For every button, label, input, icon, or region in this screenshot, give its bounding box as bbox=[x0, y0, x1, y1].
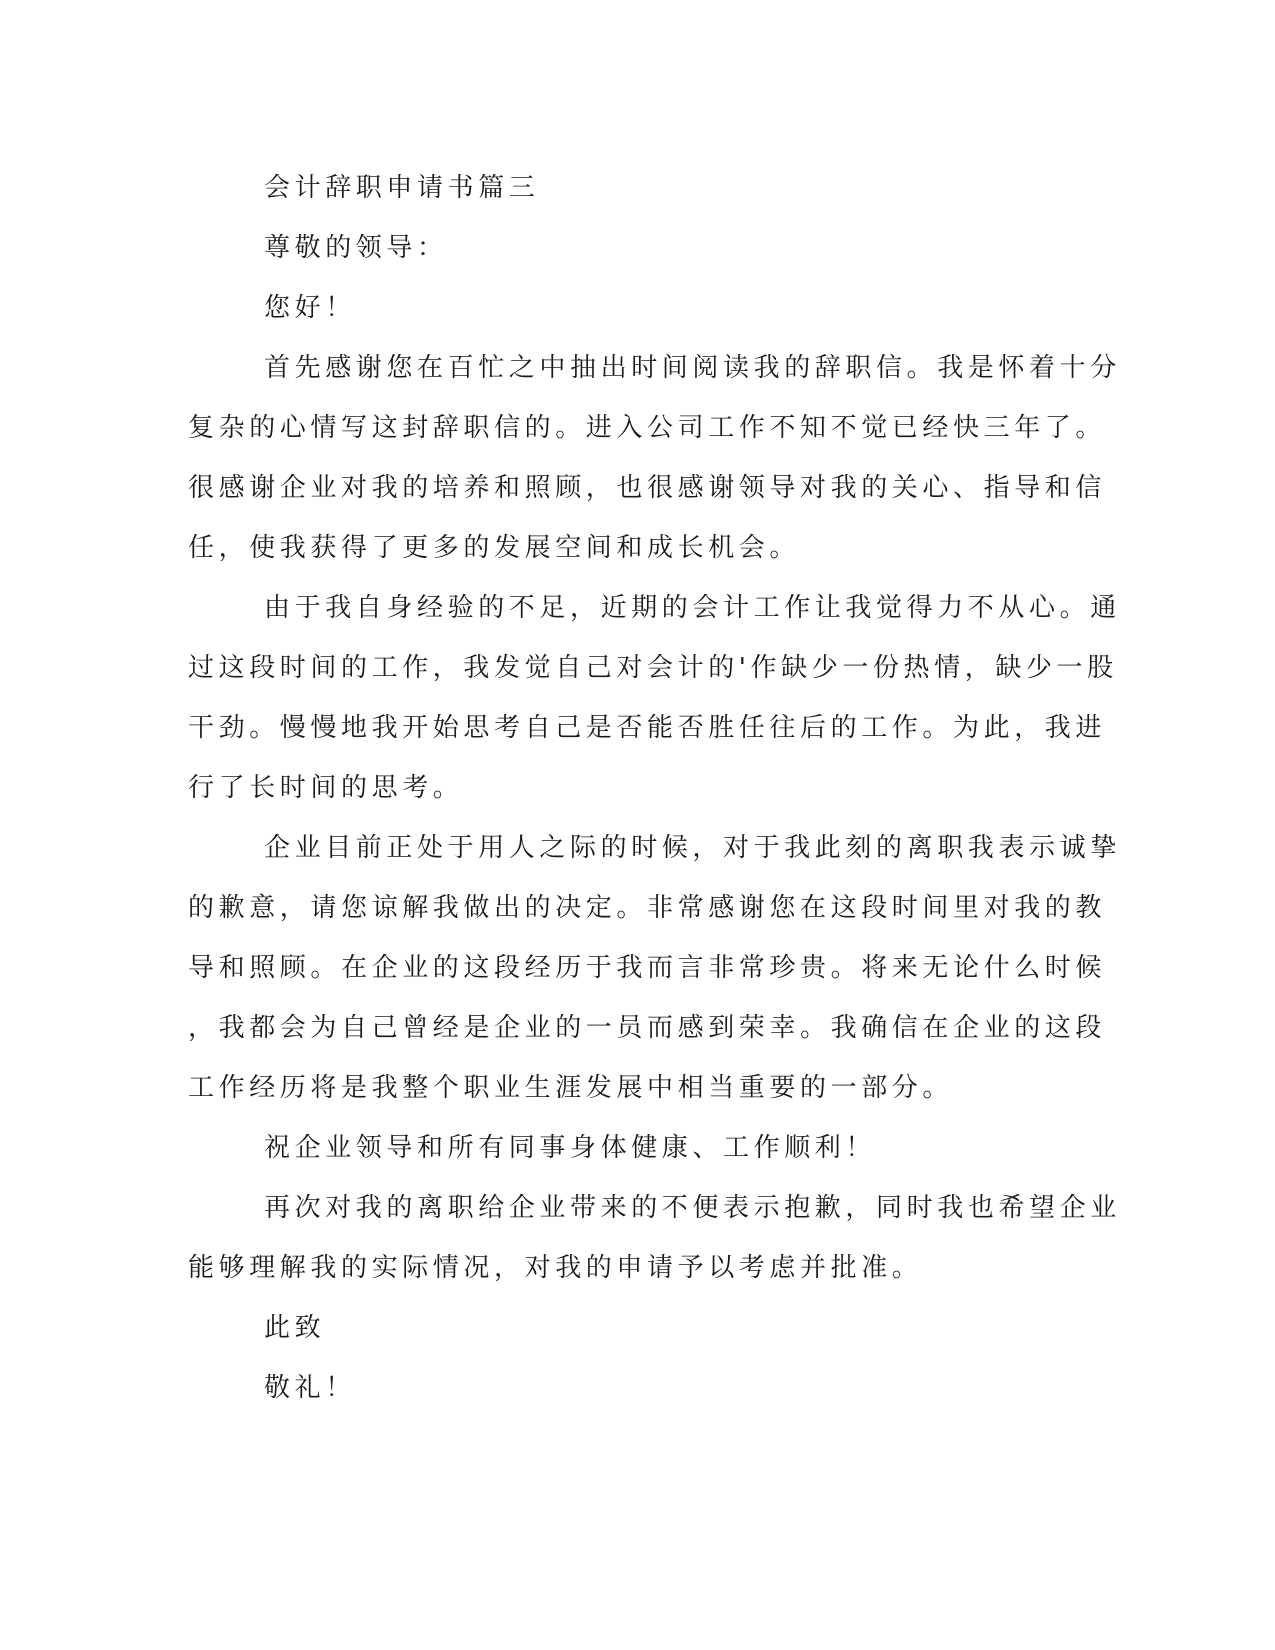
paragraph-line: 再次对我的离职给企业带来的不便表示抱歉，同时我也希望企业 bbox=[264, 1193, 1121, 1223]
paragraph-line: 工作经历将是我整个职业生涯发展中相当重要的一部分。 bbox=[188, 1073, 954, 1103]
paragraph-line: 任，使我获得了更多的发展空间和成长机会。 bbox=[188, 533, 801, 563]
paragraph-line: 企业目前正处于用人之际的时候，对于我此刻的离职我表示诚挚 bbox=[264, 833, 1121, 863]
paragraph-line: 复杂的心情写这封辞职信的。进入公司工作不知不觉已经快三年了。 bbox=[188, 413, 1107, 443]
paragraph-line: 首先感谢您在百忙之中抽出时间阅读我的辞职信。我是怀着十分 bbox=[264, 353, 1121, 383]
closing-line-2: 敬礼！ bbox=[264, 1373, 356, 1403]
paragraph-line: 能够理解我的实际情况，对我的申请予以考虑并批准。 bbox=[188, 1253, 923, 1283]
paragraph-line: 祝企业领导和所有同事身体健康、工作顺利！ bbox=[264, 1133, 877, 1163]
paragraph-line: 干劲。慢慢地我开始思考自己是否能否胜任往后的工作。为此，我进 bbox=[188, 713, 1107, 743]
closing-line-1: 此致 bbox=[264, 1313, 326, 1343]
paragraph-1 bbox=[188, 338, 1121, 578]
paragraph-line: 的歉意，请您谅解我做出的决定。非常感谢您在这段时间里对我的教 bbox=[188, 893, 1107, 923]
greeting: 您好！ bbox=[264, 293, 356, 323]
document-title: 会计辞职申请书篇三 bbox=[264, 173, 540, 203]
paragraph-2 bbox=[188, 578, 1121, 818]
paragraph-line: 很感谢企业对我的培养和照顾，也很感谢领导对我的关心、指导和信 bbox=[188, 473, 1107, 503]
paragraph-5 bbox=[188, 1178, 1121, 1298]
paragraph-4 bbox=[188, 1118, 1078, 1178]
paragraph-line: 由于我自身经验的不足，近期的会计工作让我觉得力不从心。通 bbox=[264, 593, 1121, 623]
paragraph-line: 导和照顾。在企业的这段经历于我而言非常珍贵。将来无论什么时候 bbox=[188, 953, 1107, 983]
paragraph-line: 行了长时间的思考。 bbox=[188, 773, 464, 803]
paragraph-line: ，我都会为自己曾经是企业的一员而感到荣幸。我确信在企业的这段 bbox=[188, 1013, 1107, 1043]
salutation: 尊敬的领导： bbox=[264, 233, 448, 263]
letter-body bbox=[188, 158, 1121, 1418]
paragraph-line: 过这段时间的工作，我发觉自己对会计的'作缺少一份热情，缺少一股 bbox=[188, 653, 1118, 683]
paragraph-3 bbox=[188, 818, 1121, 1118]
